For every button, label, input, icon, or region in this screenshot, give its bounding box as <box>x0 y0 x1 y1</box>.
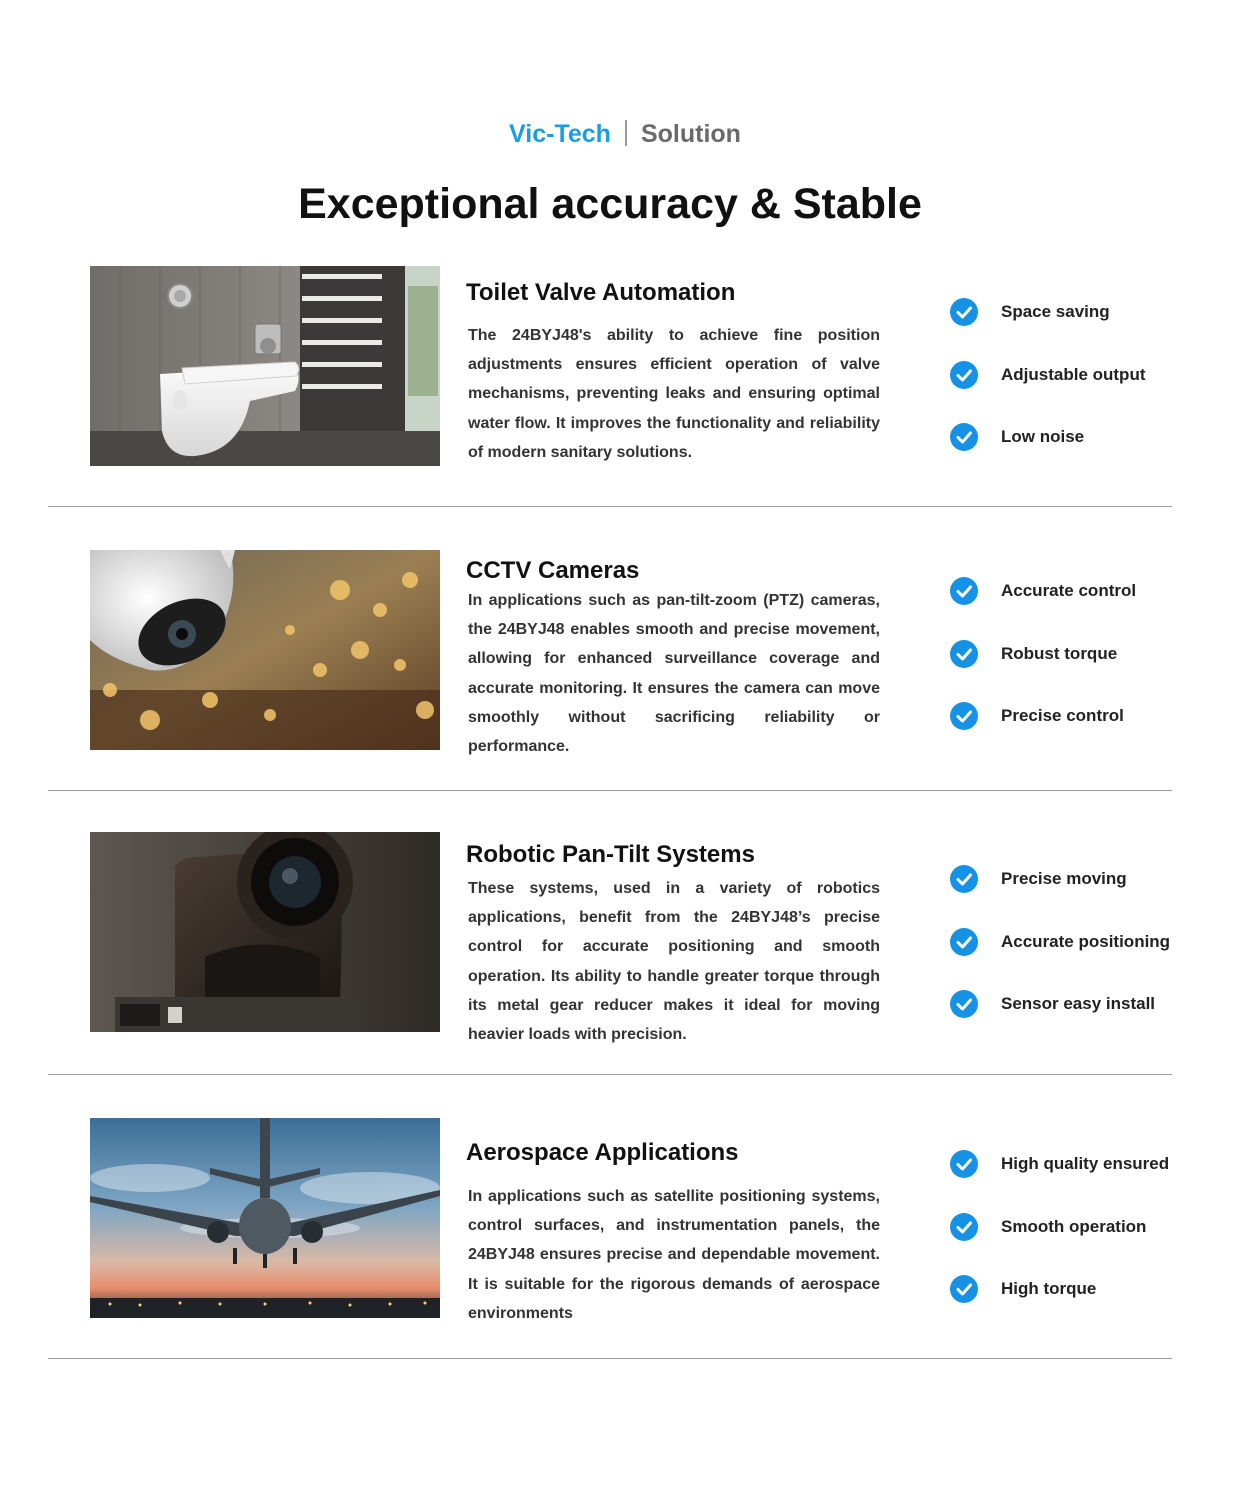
check-icon <box>950 865 978 893</box>
brand-solution-label: Solution <box>640 120 741 148</box>
brand-heading <box>0 116 1250 152</box>
feature-label: Precise control <box>1001 706 1124 725</box>
check-icon <box>950 577 978 605</box>
feature-label: Adjustable output <box>1001 365 1146 384</box>
check-icon <box>950 990 978 1018</box>
feature-item <box>950 577 1136 605</box>
feature-label: Sensor easy install <box>1001 994 1156 1013</box>
brand-name: Vic-Tech <box>509 120 611 148</box>
section-title: Toilet Valve Automation <box>466 279 736 306</box>
check-icon <box>950 423 978 451</box>
check-icon <box>950 640 978 668</box>
check-icon <box>950 1150 978 1178</box>
ptz-illustration <box>90 832 440 1032</box>
feature-label: Smooth operation <box>1001 1217 1147 1236</box>
section-title: CCTV Cameras <box>466 557 640 584</box>
feature-label: Precise moving <box>1001 869 1127 888</box>
feature-item <box>950 361 1145 389</box>
check-icon <box>950 1275 978 1303</box>
page-title: Exceptional accuracy & Stable <box>298 180 922 228</box>
cctv-camera-photo <box>90 550 440 750</box>
airplane-photo <box>90 1118 440 1318</box>
feature-label: Robust torque <box>1001 644 1118 663</box>
feature-item <box>950 1150 1169 1178</box>
section-divider <box>48 790 1172 791</box>
cctv-illustration <box>90 550 440 750</box>
section-description: In applications such as pan-tilt-zoom (PTZ) cameras, the 24BYJ48 enables smooth and precise movement, allowing for enhanced surveillance coverage and accurate monitoring. It ensures the camera can move smoothly without sacrificing reliability or performance. <box>468 592 880 756</box>
feature-item <box>950 1213 1146 1241</box>
feature-item <box>950 423 1084 451</box>
section-divider <box>48 1074 1172 1075</box>
feature-label: Accurate positioning <box>1001 932 1171 951</box>
feature-label: High torque <box>1001 1279 1097 1298</box>
feature-item <box>950 298 1110 326</box>
check-icon <box>950 361 978 389</box>
feature-label: High quality ensured <box>1001 1154 1170 1173</box>
section-description: These systems, used in a variety of robotics applications, benefit from the 24BYJ48’s precise control for accurate positioning and smooth operation. Its ability to handle greater torque through its metal gear reducer makes it ideal for moving heavier loads with precision. <box>468 880 880 1044</box>
brand-separator <box>625 120 627 146</box>
section-description: In applications such as satellite positioning systems, control surfaces, and instrumentation panels, the 24BYJ48 ensures precise and dependable movement. It is suitable for the rigorous demands of aerospace environments <box>468 1188 880 1322</box>
toilet-photo <box>90 266 440 466</box>
feature-label: Low noise <box>1001 427 1085 446</box>
feature-label: Accurate control <box>1001 581 1137 600</box>
section-description: The 24BYJ48's ability to achieve fine position adjustments ensures efficient operation of valve mechanisms, preventing leaks and ensuring optimal water flow. It improves the functionality and reliability of modern sanitary solutions. <box>468 327 880 461</box>
airplane-illustration <box>90 1118 440 1318</box>
section-divider <box>48 1358 1172 1359</box>
feature-item <box>950 990 1155 1018</box>
feature-label: Space saving <box>1001 302 1110 321</box>
section-title: Aerospace Applications <box>466 1139 739 1166</box>
check-icon <box>950 1213 978 1241</box>
feature-item <box>950 640 1117 668</box>
feature-item <box>950 702 1124 730</box>
feature-item <box>950 1275 1096 1303</box>
section-divider <box>48 506 1172 507</box>
toilet-illustration <box>90 266 440 466</box>
feature-item <box>950 865 1127 893</box>
section-title: Robotic Pan-Tilt Systems <box>466 841 755 868</box>
ptz-camera-photo <box>90 832 440 1032</box>
check-icon <box>950 702 978 730</box>
check-icon <box>950 298 978 326</box>
feature-item <box>950 928 1170 956</box>
check-icon <box>950 928 978 956</box>
